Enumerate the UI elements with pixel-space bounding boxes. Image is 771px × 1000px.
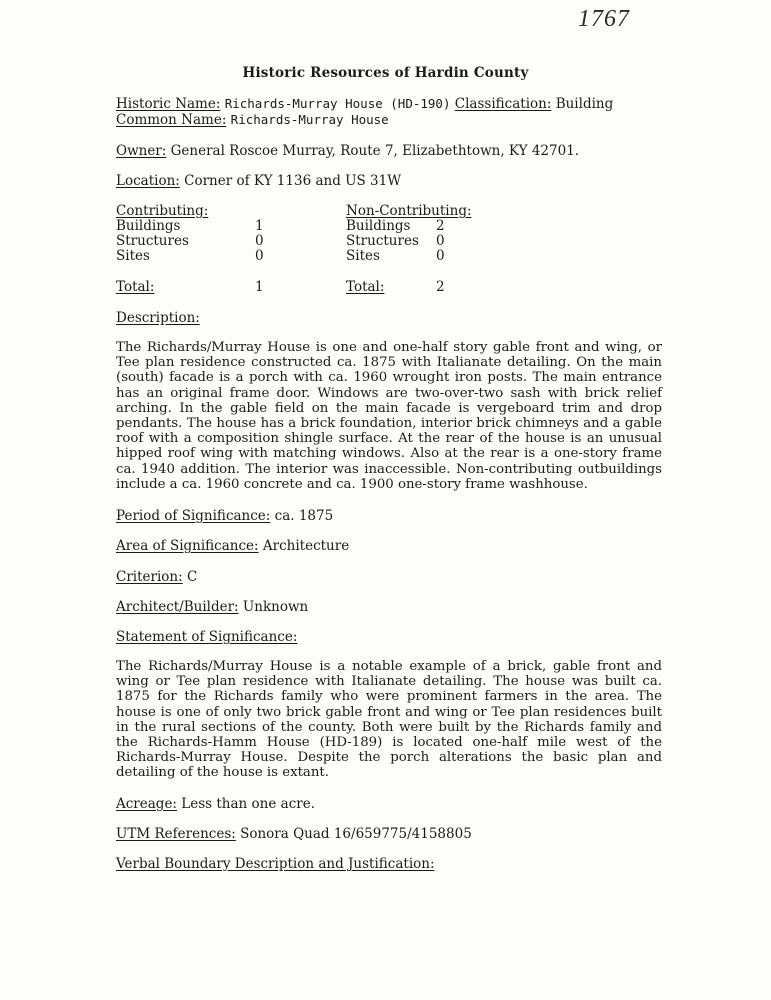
architect-label: Architect/Builder: — [116, 599, 239, 615]
period-label: Period of Significance: — [116, 508, 271, 524]
historic-name-line — [116, 96, 613, 112]
contributing-row-count: 1 — [255, 218, 264, 234]
criterion-label: Criterion: — [116, 569, 183, 585]
contributing-row-label: Sites — [116, 248, 150, 264]
location-line — [116, 173, 401, 189]
description-paragraph: The Richards/Murray House is one and one-half story gable front and wing, or Tee plan residence constructed ca. 1875 with Italianate detailing. On the main (south) facade is a porch with ca. 1960 wrought iron posts. The main entrance has an original frame door. Windows are two-over-two sash with brick relief arching. In the gable field on the main facade is vergeboard trim and drop pendants. The house has a brick foundation, interior brick chimneys and a gable roof with a composition shingle surface. At the rear of the house is an unusual hipped roof wing with matching windows. Also at the rear is a one-story frame ca. 1940 addition. The interior was inaccessible. Non-contributing outbuildings include a ca. 1960 concrete and ca. 1900 one-story frame washhouse. — [116, 340, 662, 492]
acreage-line — [116, 796, 315, 812]
utm-value: Sonora Quad 16/659775/4158805 — [240, 826, 472, 842]
common-name-line — [116, 112, 389, 128]
classification-value: Building — [555, 96, 614, 112]
utm-label: UTM References: — [116, 826, 236, 842]
non-contributing-row-count: 0 — [436, 248, 445, 264]
non-contributing-row-label: Structures — [346, 233, 419, 249]
location-value: Corner of KY 1136 and US 31W — [184, 173, 402, 189]
statement-label: Statement of Significance: — [116, 629, 298, 645]
common-name-label: Common Name: — [116, 112, 227, 128]
contributing-total-value: 1 — [255, 279, 264, 295]
contributing-row-count: 0 — [255, 233, 264, 249]
architect-line — [116, 599, 308, 615]
area-value: Architecture — [262, 538, 350, 554]
criterion-value: C — [186, 569, 198, 585]
statement-paragraph: The Richards/Murray House is a notable example of a brick, gable front and wing or Tee plan residence with Italianate detailing. The house was built ca. 1875 for the Richards family who were prominent farmers in the area. The house is one of only two brick gable front and wing or Tee plan residences built in the rural sections of the county. Both were built by the Richards family and the Richards-Hamm House (HD-189) is located one-half mile west of the Richards-Murray House. Despite the porch alterations the basic plan and detailing of the house is extant. — [116, 659, 662, 781]
period-value: ca. 1875 — [274, 508, 334, 524]
classification-label: Classification: — [454, 96, 552, 112]
area-label: Area of Significance: — [116, 538, 259, 554]
contributing-row-count: 0 — [255, 248, 264, 264]
period-line — [116, 508, 333, 524]
non-contributing-total-label: Total: — [346, 279, 385, 295]
boundary-label: Verbal Boundary Description and Justification: — [116, 856, 435, 872]
common-name-value: Richards-Murray House — [230, 112, 389, 127]
description-label: Description: — [116, 310, 200, 326]
owner-value: General Roscoe Murray, Route 7, Elizabethtown, KY 42701. — [170, 143, 580, 159]
owner-line — [116, 143, 579, 159]
utm-line — [116, 826, 472, 842]
acreage-label: Acreage: — [116, 796, 177, 812]
non-contributing-row-count: 2 — [436, 218, 445, 234]
non-contributing-row-label: Buildings — [346, 218, 411, 234]
area-line — [116, 538, 349, 554]
contributing-header: Contributing: — [116, 203, 209, 219]
boundary-line — [116, 856, 435, 872]
statement-heading — [116, 629, 297, 645]
non-contributing-row-label: Sites — [346, 248, 380, 264]
location-label: Location: — [116, 173, 180, 189]
acreage-value: Less than one acre. — [181, 796, 315, 812]
handwritten-page-number: 1767 — [578, 6, 630, 32]
non-contributing-row-count: 0 — [436, 233, 445, 249]
criterion-line — [116, 569, 197, 585]
document-title: Historic Resources of Hardin County — [242, 65, 529, 81]
architect-value: Unknown — [242, 599, 309, 615]
non-contributing-header: Non-Contributing: — [346, 203, 472, 219]
description-heading — [116, 310, 200, 326]
historic-name-label: Historic Name: — [116, 96, 221, 112]
non-contributing-total-value: 2 — [436, 279, 445, 295]
historic-name-value: Richards-Murray House (HD-190) — [224, 96, 451, 111]
contributing-row-label: Structures — [116, 233, 189, 249]
contributing-row-label: Buildings — [116, 218, 181, 234]
contributing-total-label: Total: — [116, 279, 155, 295]
owner-label: Owner: — [116, 143, 167, 159]
